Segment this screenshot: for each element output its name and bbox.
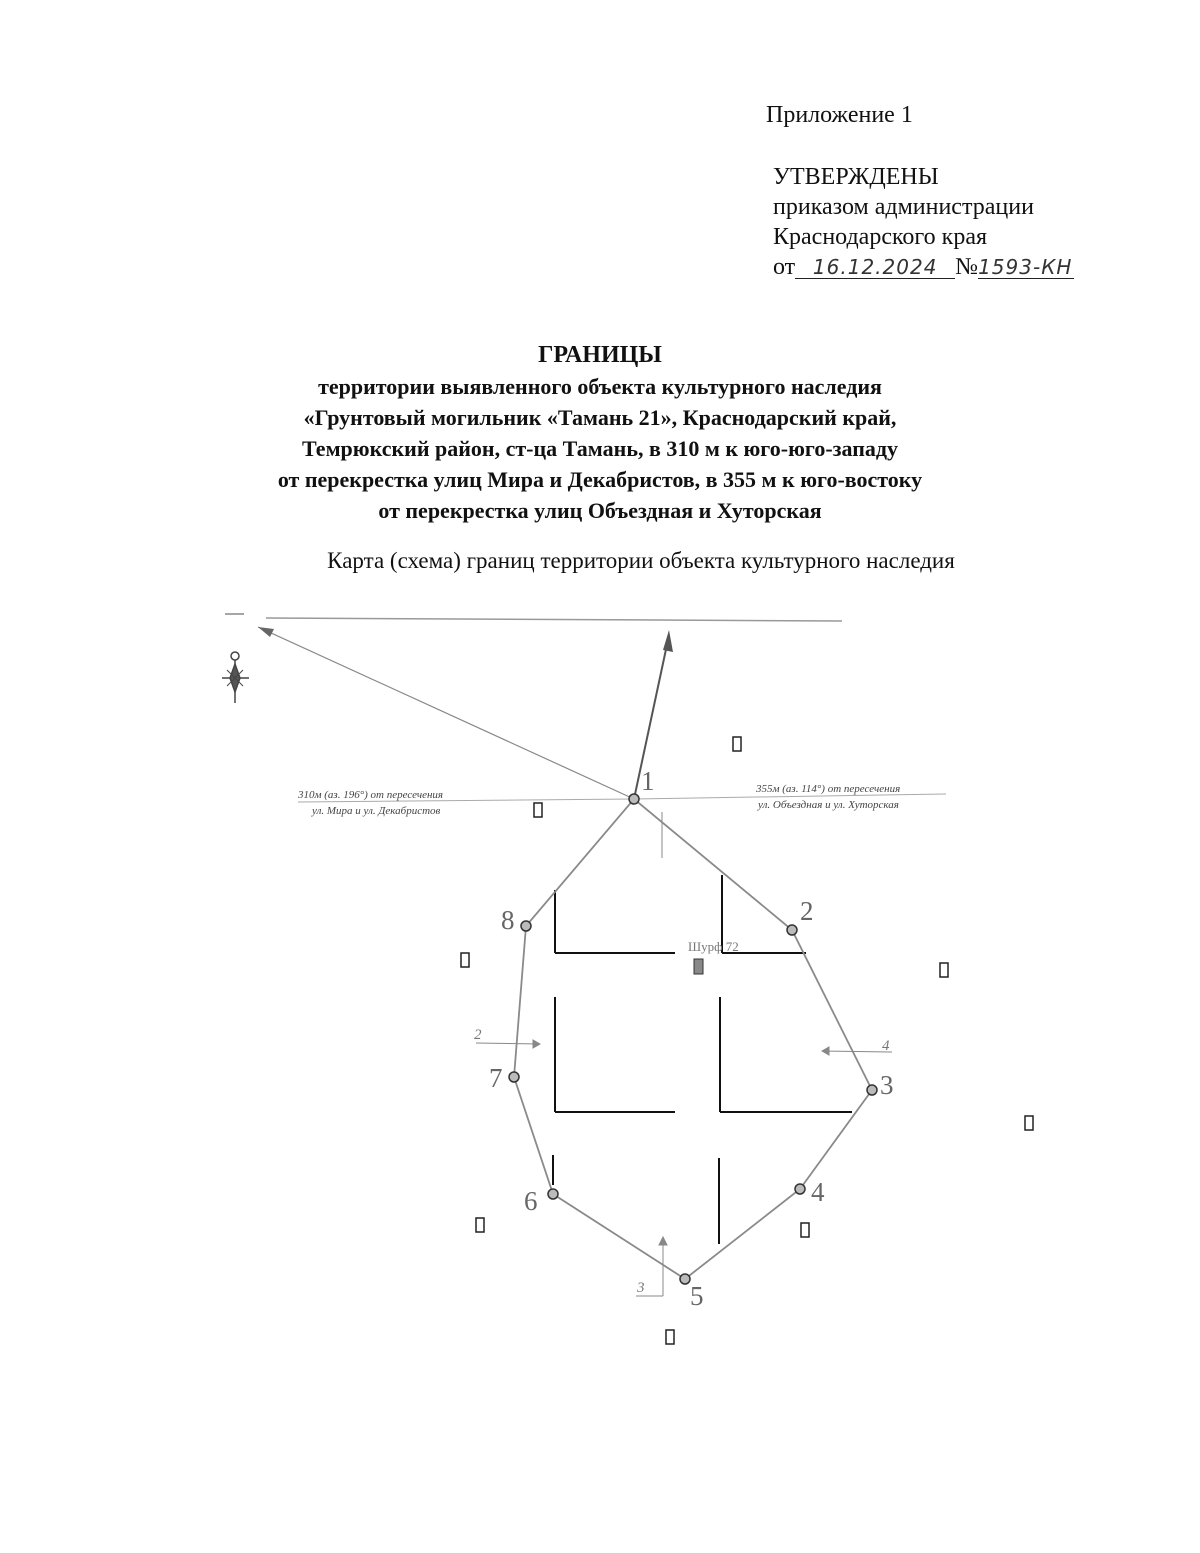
point-label-8: 8	[501, 905, 515, 935]
approved-heading: УТВЕРЖДЕНЫ	[773, 164, 939, 190]
dimension-arrow-left	[476, 1043, 540, 1044]
boundary-point-6	[548, 1189, 558, 1199]
excavation-grid	[553, 875, 852, 1244]
right-reference-label-1: 355м (аз. 114°) от пересечения	[756, 783, 901, 795]
survey-marker	[940, 963, 948, 977]
survey-marker	[666, 1330, 674, 1344]
test-pit-label: Шурф 72	[688, 939, 739, 954]
title-line-5: от перекрестка улиц Мира и Декабристов, в 355 м к юго-востоку	[277, 467, 923, 492]
title-line-3: «Грунтовый могильник «Тамань 21», Краснодарский край,	[303, 405, 897, 430]
boundary-point-4	[795, 1184, 805, 1194]
right-reference-label-2: ул. Объездная и ул. Хуторская	[758, 799, 899, 811]
point-label-3: 3	[880, 1070, 894, 1100]
boundary-polygon	[514, 799, 872, 1279]
point-label-2: 2	[800, 896, 814, 926]
point-label-5: 5	[690, 1281, 704, 1311]
map-caption: Карта (схема) границ территории объекта культурного наследия	[327, 548, 955, 573]
dimension-label-right: 4	[882, 1038, 890, 1054]
number-prefix: №	[955, 254, 979, 280]
left-reference-label-1: 310м (аз. 196°) от пересечения	[298, 789, 444, 801]
compass-icon	[222, 652, 249, 703]
appendix-label: Приложение 1	[766, 102, 913, 128]
point-label-6: 6	[524, 1186, 538, 1216]
approved-region: Краснодарского края	[773, 224, 988, 250]
point-label-1: 1	[641, 766, 655, 796]
title-line-6: от перекрестка улиц Объездная и Хуторская	[378, 498, 822, 523]
survey-marker	[733, 737, 741, 751]
handwritten-date: 16.12.2024	[795, 256, 955, 279]
title-line-4: Темрюкский район, ст-ца Тамань, в 310 м к юго-юго-западу	[301, 436, 899, 461]
dimension-label-bottom: 3	[637, 1280, 645, 1296]
reference-arrow-west	[258, 627, 274, 637]
survey-marker	[534, 803, 542, 817]
handwritten-number: 1593-КН	[978, 255, 1073, 279]
boundary-point-7	[509, 1072, 519, 1082]
survey-marker	[801, 1223, 809, 1237]
top-reference-line	[266, 618, 842, 621]
boundary-point-5	[680, 1274, 690, 1284]
title-line-1: ГРАНИЦЫ	[538, 342, 662, 368]
north-arrow-icon	[663, 630, 673, 652]
reference-line-west	[258, 627, 634, 799]
date-prefix: от	[773, 254, 796, 280]
title-line-2: территории выявленного объекта культурного наследия	[318, 374, 882, 399]
boundary-point-8	[521, 921, 531, 931]
point-label-7: 7	[489, 1063, 503, 1093]
dimension-label-left: 2	[474, 1027, 482, 1043]
survey-marker	[1025, 1116, 1033, 1130]
left-reference-label-2: ул. Мира и ул. Декабристов	[312, 805, 441, 817]
point-label-4: 4	[811, 1177, 825, 1207]
boundary-point-3	[867, 1085, 877, 1095]
survey-marker	[461, 953, 469, 967]
survey-marker	[476, 1218, 484, 1232]
approved-by-order: приказом администрации	[773, 194, 1034, 220]
test-pit-marker	[694, 959, 703, 974]
boundary-point-2	[787, 925, 797, 935]
boundary-point-1	[629, 794, 639, 804]
